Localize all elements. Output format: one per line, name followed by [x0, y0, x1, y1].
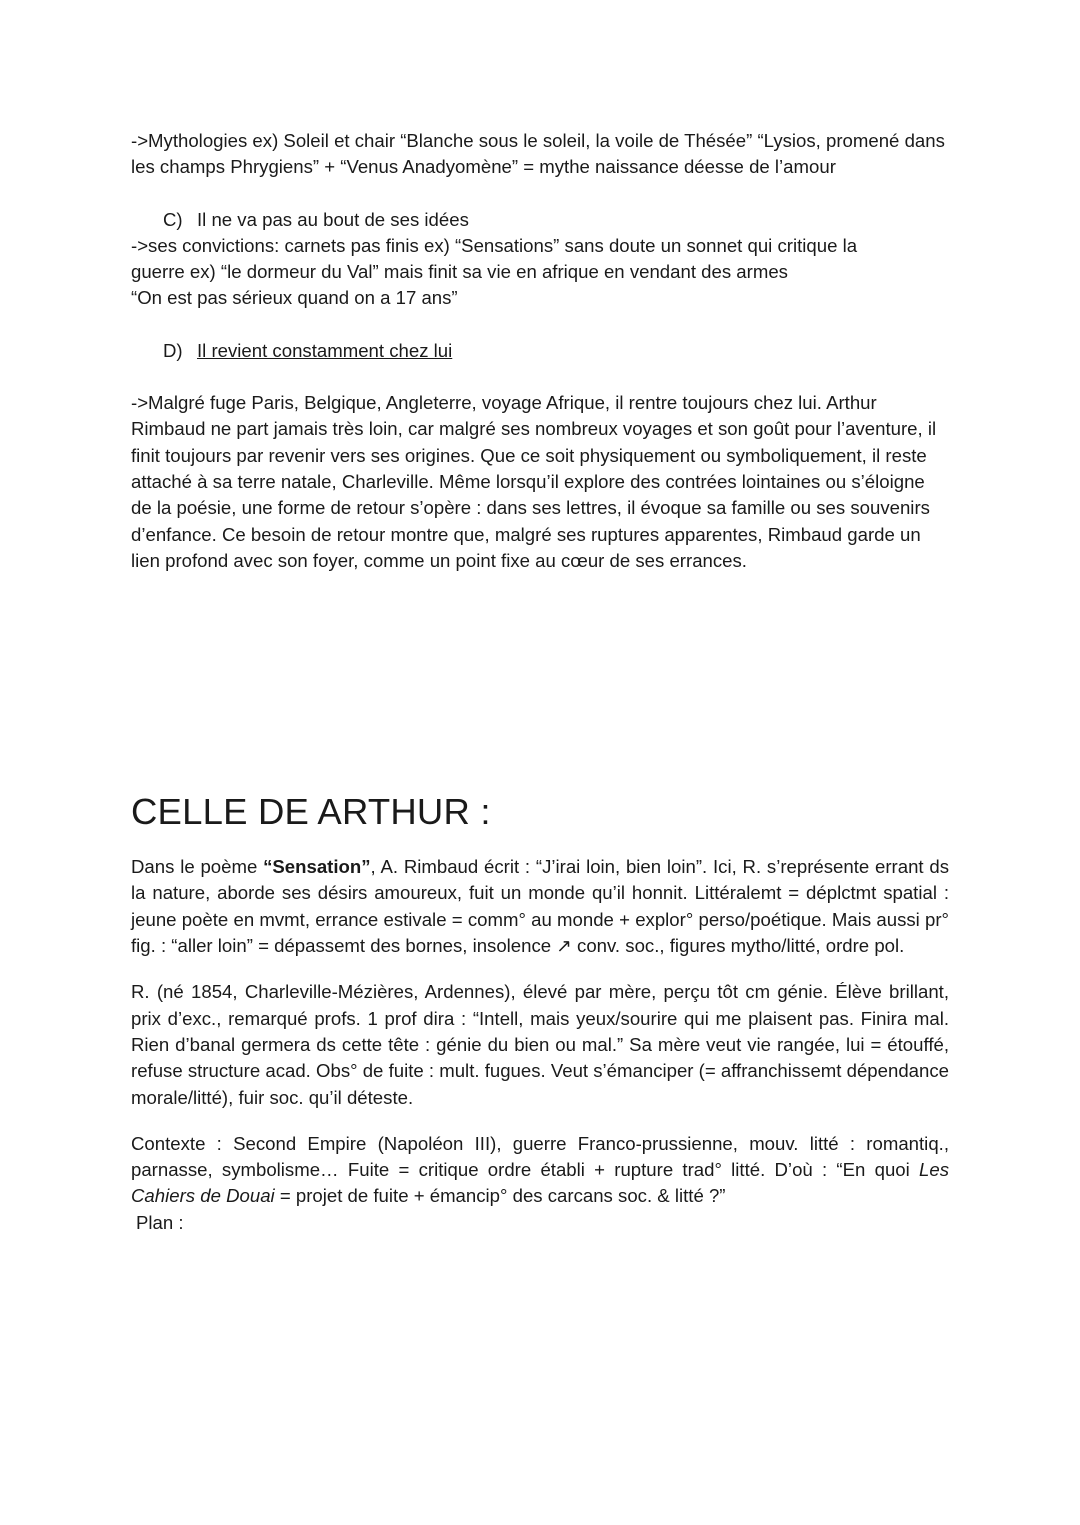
plan-label: Plan :	[136, 1211, 184, 1233]
subheading-c-title: Il ne va pas au bout de ses idées	[197, 208, 469, 230]
subheading-d-title: Il revient constamment chez lui	[197, 339, 453, 361]
subheading-d-letter: D)	[163, 339, 183, 361]
section-heading: CELLE DE ARTHUR :	[131, 791, 491, 833]
convictions-block	[131, 233, 949, 312]
convictions-line: ->ses convictions: carnets pas finis ex) “Sensations” sans doute un sonnet qui critique la	[131, 234, 858, 256]
intro-after: , A. Rimbaud écrit : “J’irai loin, bien loin”. Ici, R. s’représente errant ds la nature, aborde ses désirs amoureux, fuit un monde qu’il honnit. Littéralemt = déplctmt spatial : jeune poète en mvmt, errance estivale = comm° au monde + explor° perso/poétique. Mais aussi pr° fig. : “aller loin” = dépassemt des bornes, insolence ↗ conv. soc., figures mytho/litté, ordre pol.	[131, 856, 950, 957]
intro-paragraph	[131, 854, 949, 959]
context-after: = projet de fuite + émancip° des carcans soc. & litté ?”	[274, 1185, 726, 1207]
biography-paragraph: R. (né 1854, Charleville-Mézières, Ardennes), élevé par mère, perçu tôt cm génie. Élève brillant, prix d’exc., remarqué profs. 1 prof dira : “Intell, mais yeux/sourire qui me plaisent pas. Finira mal. Rien d’banal germera ds cette tête : génie du bien ou mal.” Sa mère veut vie rangée, lui = étouffé, refuse structure acad. Obs° de fuite : mult. fugues. Veut s’émanciper (= affranchissemt dépendance morale/litté), fuir soc. qu’il déteste.	[131, 981, 949, 1108]
page-spacer	[131, 574, 949, 790]
subheading-c	[131, 207, 949, 233]
context-before: Contexte : Second Empire (Napoléon III), guerre Franco-prussienne, mouv. litté : romantiq., parnasse, symbolisme… Fuite = critique ordre établi + rupture trad° litté. D’où : “En quoi	[131, 1132, 949, 1181]
document-page	[131, 128, 949, 1236]
convictions-line: guerre ex) “le dormeur du Val” mais finit sa vie en afrique en vendant des armes	[131, 261, 788, 283]
poem-title-sensation: “Sensation”	[263, 856, 371, 878]
mythologies-paragraph: ->Mythologies ex) Soleil et chair “Blanche sous le soleil, la voile de Thésée” “Lysios, promené dans les champs Phrygiens” + “Venus Anadyomène” = mythe naissance déesse de l’amour	[131, 130, 945, 178]
return-home-paragraph: ->Malgré fuge Paris, Belgique, Angleterre, voyage Afrique, il rentre toujours chez lui. Arthur Rimbaud ne part jamais très loin, car malgré ses nombreux voyages et son goût pour l’aventure, il finit toujours par revenir vers ses origines. Que ce soit physiquement ou symboliquement, il reste attaché à sa terre natale, Charleville. Même lorsqu’il explore des contrées lointaines ou s’éloigne de la poésie, une forme de retour s’opère : dans ses lettres, il évoque sa famille ou ses souvenirs d’enfance. Ce besoin de retour montre que, malgré ses ruptures apparentes, Rimbaud garde un lien profond avec son foyer, comme un point fixe au cœur de ses errances.	[131, 392, 937, 571]
subheading-c-letter: C)	[163, 208, 183, 230]
context-paragraph	[131, 1131, 949, 1210]
book-title-cahiers: Les Cahiers de Douai	[131, 1159, 949, 1207]
subheading-d	[131, 338, 949, 364]
convictions-line: “On est pas sérieux quand on a 17 ans”	[131, 287, 458, 309]
intro-before: Dans le poème	[131, 856, 264, 878]
